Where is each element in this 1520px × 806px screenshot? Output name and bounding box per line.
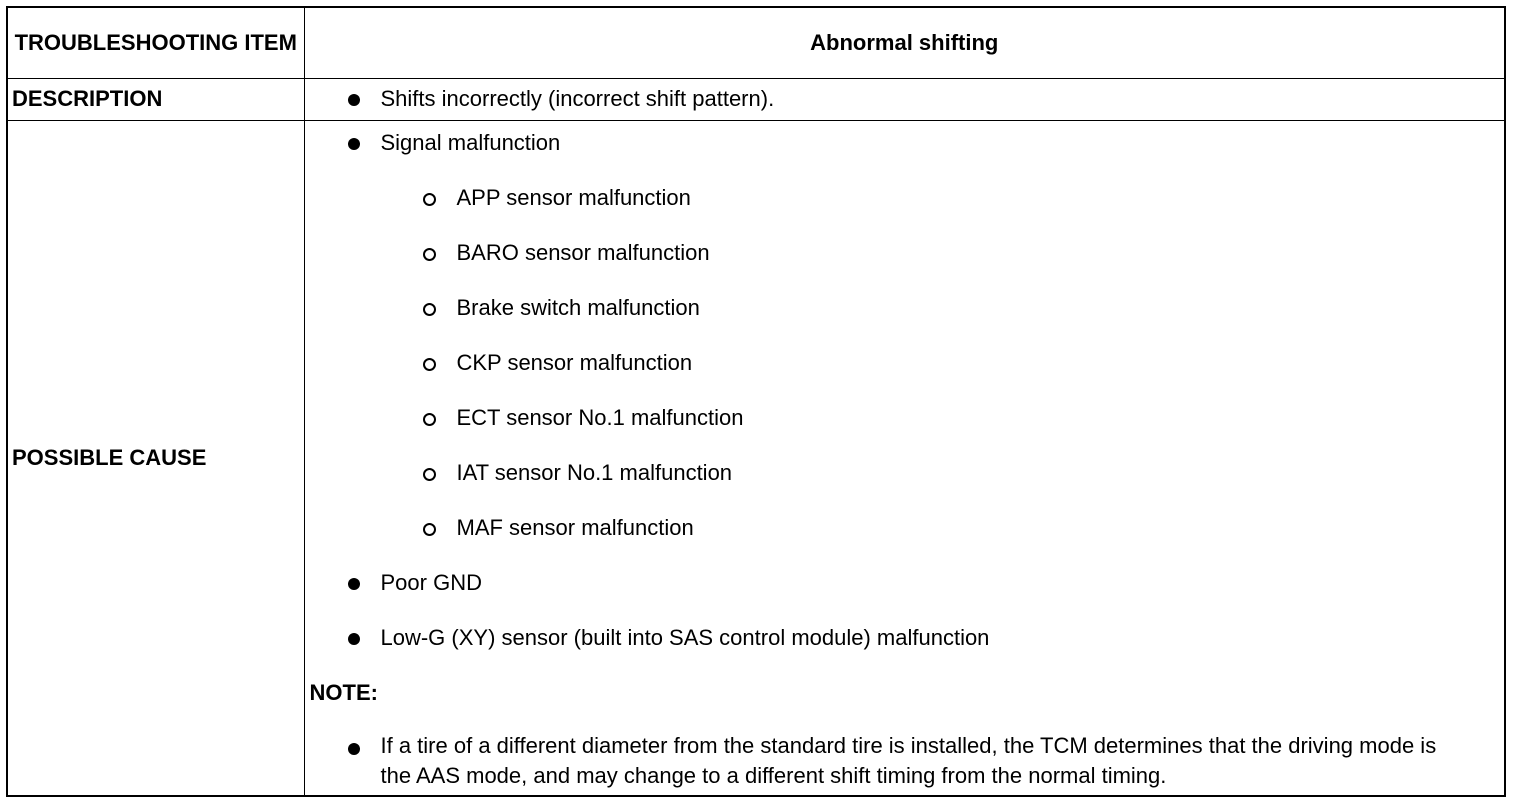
bullet-dot-icon <box>348 578 360 590</box>
bullet-ring-icon <box>423 303 436 316</box>
bullet-dot-icon <box>348 138 360 150</box>
cause-signal-text: Signal malfunction <box>380 129 561 155</box>
sub-cause-text: MAF sensor malfunction <box>456 514 694 540</box>
note-label: NOTE: <box>309 679 378 705</box>
sub-cause-text: IAT sensor No.1 malfunction <box>456 459 733 485</box>
description-row <box>8 78 1504 120</box>
sub-cause-item <box>305 405 1505 460</box>
sub-cause-text: BARO sensor malfunction <box>456 239 710 265</box>
sub-cause-item <box>305 460 1505 515</box>
possible-cause-row <box>8 120 1504 795</box>
description-label: DESCRIPTION <box>8 78 304 120</box>
sub-cause-item <box>305 350 1505 405</box>
troubleshooting-sheet <box>6 6 1506 797</box>
bullet-ring-icon <box>423 358 436 371</box>
cause-item-signal <box>305 130 1505 185</box>
possible-cause-content <box>304 120 1504 795</box>
description-item <box>305 86 1505 112</box>
bullet-ring-icon <box>423 468 436 481</box>
bullet-ring-icon <box>423 248 436 261</box>
troubleshooting-table <box>8 8 1504 795</box>
sub-cause-item <box>305 515 1505 570</box>
sub-cause-item <box>305 295 1505 350</box>
sub-cause-text: APP sensor malfunction <box>456 184 691 210</box>
bullet-ring-icon <box>423 523 436 536</box>
description-content <box>304 78 1504 120</box>
sub-cause-text: ECT sensor No.1 malfunction <box>456 404 744 430</box>
header-row <box>8 8 1504 78</box>
possible-cause-label: POSSIBLE CAUSE <box>8 120 304 795</box>
note-item <box>305 732 1505 791</box>
troubleshooting-item-label: TROUBLESHOOTING ITEM <box>8 8 304 78</box>
cause-text: Low-G (XY) sensor (built into SAS control module) malfunction <box>380 624 990 650</box>
sub-cause-text: CKP sensor malfunction <box>456 349 693 375</box>
bullet-dot-icon <box>348 94 360 106</box>
bullet-ring-icon <box>423 193 436 206</box>
troubleshooting-item-title: Abnormal shifting <box>304 8 1504 78</box>
cause-item <box>305 570 1505 625</box>
cause-item <box>305 625 1505 680</box>
sub-cause-item <box>305 240 1505 295</box>
note-text: If a tire of a different diameter from the standard tire is installed, the TCM determines that the driving mode is the AAS mode, and may change to a different shift timing from the normal timing. <box>380 732 1437 788</box>
bullet-ring-icon <box>423 413 436 426</box>
cause-text: Poor GND <box>380 569 482 595</box>
sub-cause-item <box>305 185 1505 240</box>
bullet-dot-icon <box>348 633 360 645</box>
sub-cause-text: Brake switch malfunction <box>456 294 700 320</box>
description-text: Shifts incorrectly (incorrect shift pattern). <box>380 86 775 111</box>
bullet-dot-icon <box>348 743 360 755</box>
